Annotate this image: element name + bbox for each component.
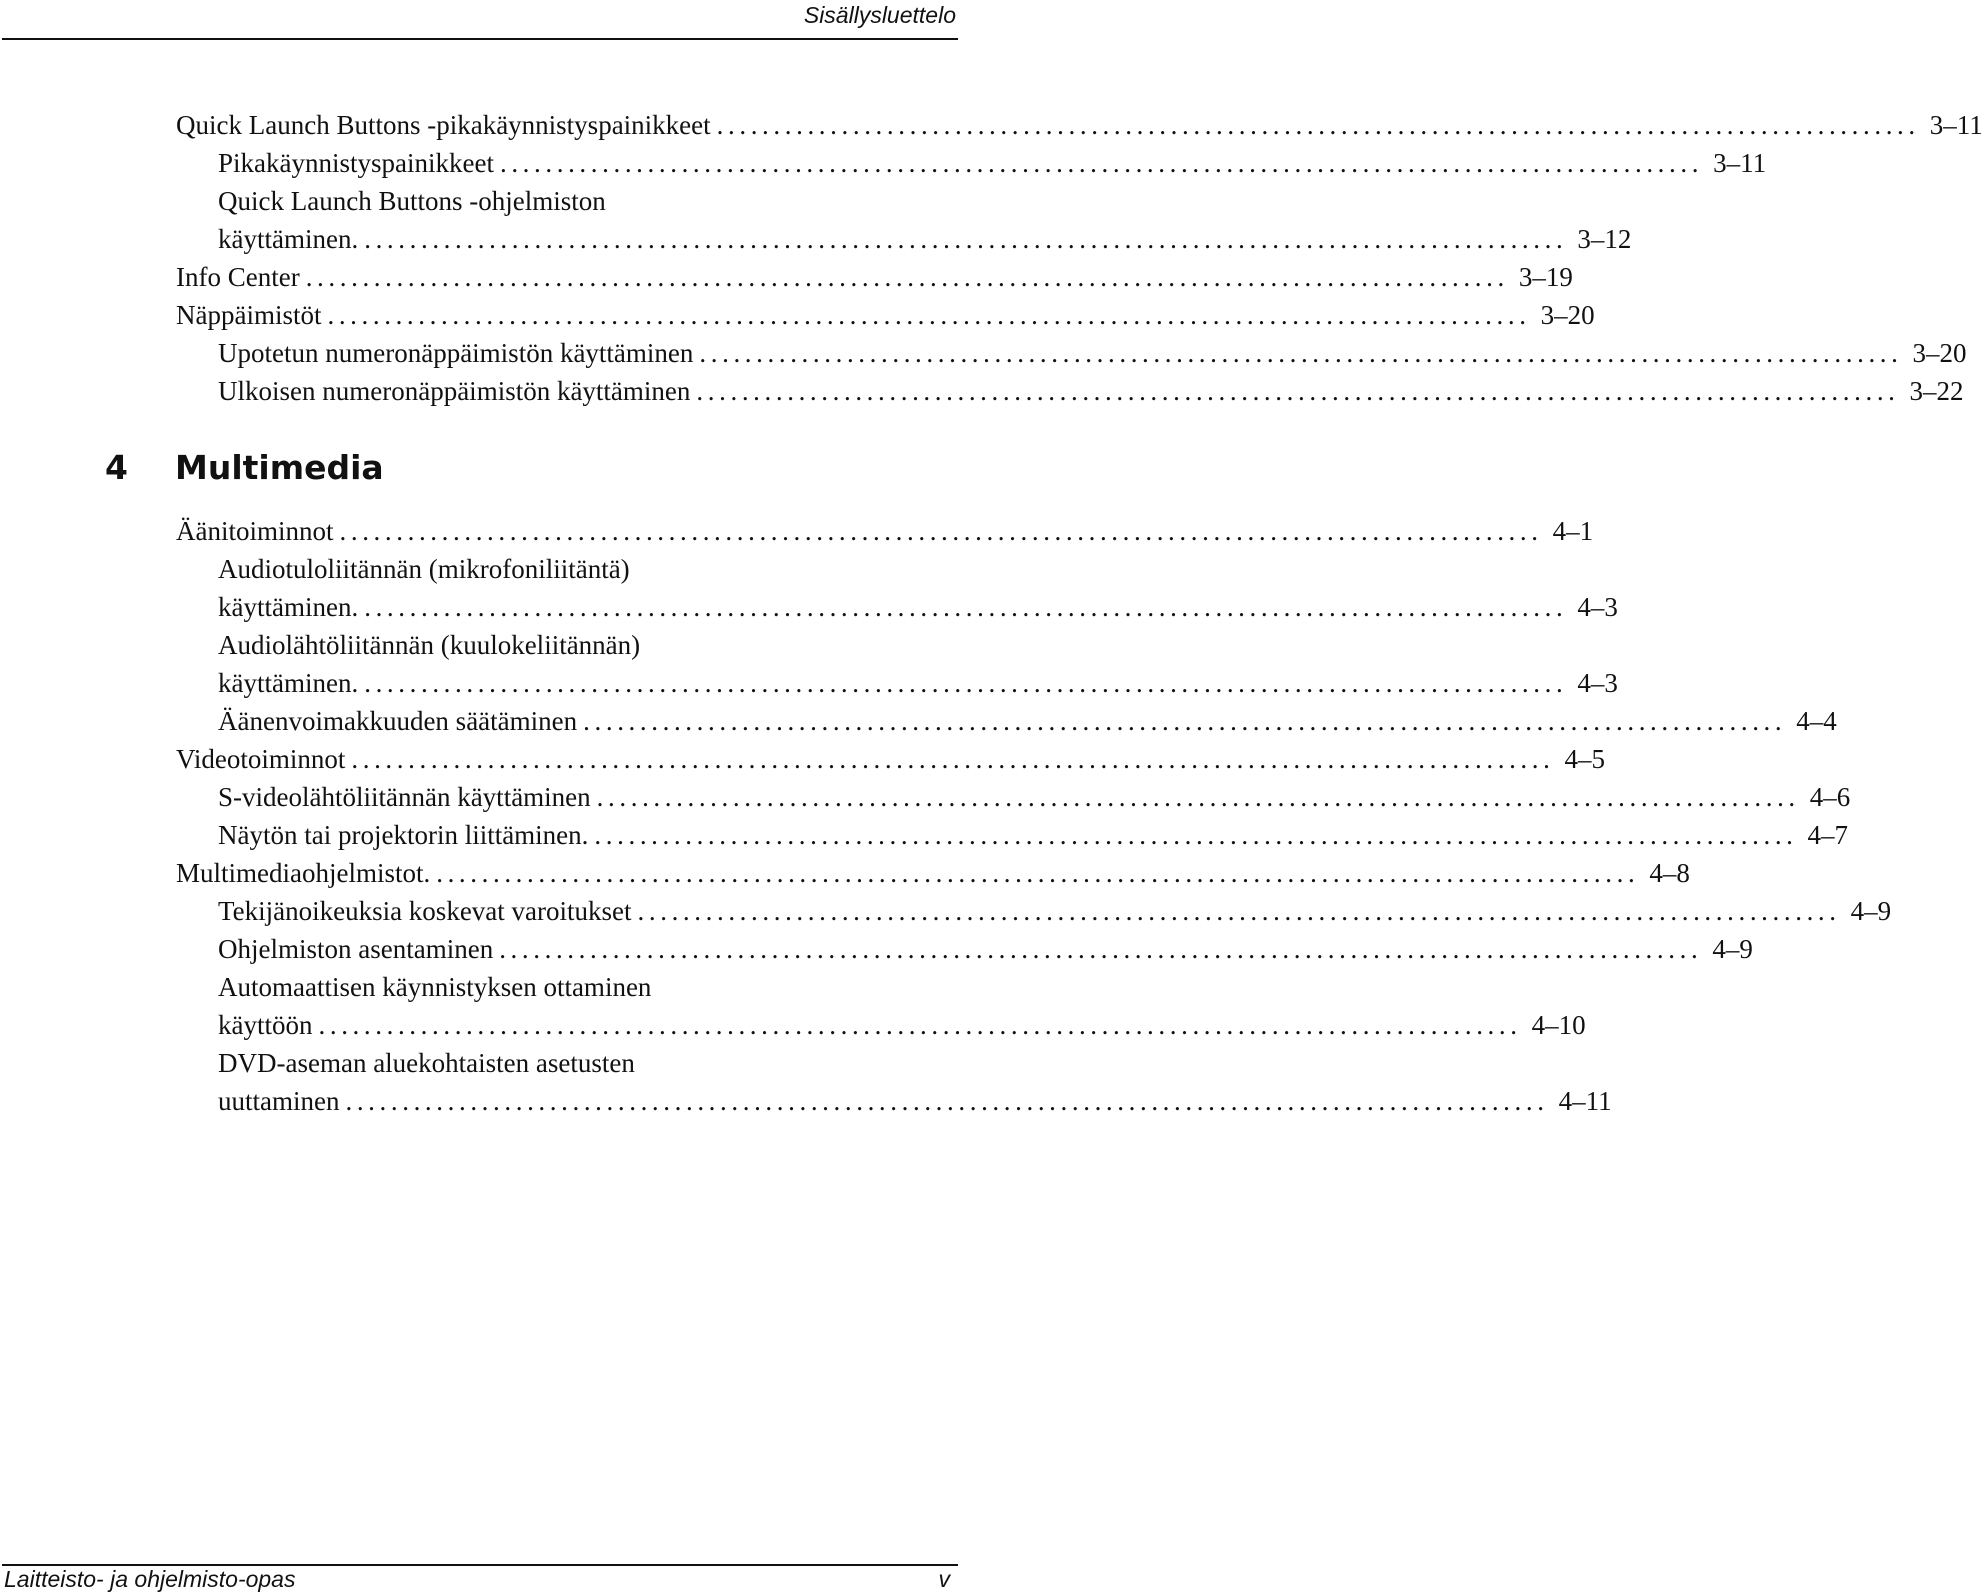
toc-entry-title: Näppäimistöt (176, 300, 322, 330)
toc-entry-title: S-videolähtöliitännän käyttäminen (218, 782, 591, 812)
toc-entry-title: Audiotuloliitännän (mikrofoniliitäntä) (218, 554, 630, 584)
toc-entry-page: 4–6 (1809, 782, 1851, 812)
toc-entry-page: 4–11 (1558, 1086, 1612, 1116)
chapter-title: Multimedia (175, 448, 384, 487)
toc-entry[interactable] (176, 512, 1594, 550)
toc-leader-dots: .......................................................................................................... (594, 820, 1798, 850)
toc-entry-title: Tekijänoikeuksia koskevat varoitukset (218, 896, 632, 926)
toc-leader-dots: .......................................................................................................... (327, 300, 1531, 330)
toc-entry-title: käyttöön (218, 1010, 313, 1040)
toc-entry[interactable] (218, 1082, 1612, 1120)
toc-entry-continued[interactable] (218, 626, 942, 664)
toc-entry[interactable] (218, 372, 1964, 410)
toc-entry-title: käyttäminen. (218, 224, 359, 254)
toc-leader-dots: .......................................................................................................... (351, 744, 1555, 774)
toc-entry-page: 3–22 (1909, 376, 1964, 406)
running-header-title: Sisällysluettelo (803, 2, 956, 28)
toc-leader-dots: .......................................................................................................... (364, 668, 1568, 698)
toc-entry-page: 3–20 (1912, 338, 1967, 368)
toc-leader-dots: .......................................................................................................... (364, 592, 1568, 622)
toc-entry[interactable] (218, 778, 1851, 816)
toc-leader-dots: .......................................................................................................... (699, 338, 1903, 368)
toc-entry-title: Näytön tai projektorin liittäminen. (218, 820, 589, 850)
toc-entry[interactable] (218, 220, 1632, 258)
toc-entry[interactable] (218, 1006, 1586, 1044)
toc-entry-title: Ulkoisen numeronäppäimistön käyttäminen (218, 376, 691, 406)
toc-entry-continued[interactable] (218, 182, 942, 220)
toc-entry-title: Multimediaohjelmistot. (176, 858, 431, 888)
toc-entry-continued[interactable] (218, 968, 942, 1006)
toc-leader-dots: .......................................................................................................... (318, 1010, 1522, 1040)
toc-entry-page: 4–3 (1577, 668, 1618, 698)
toc-entry-page: 4–7 (1807, 820, 1849, 850)
toc-entry-page: 4–8 (1649, 858, 1690, 888)
toc-entry[interactable] (176, 106, 1983, 144)
toc-entry[interactable] (218, 702, 1837, 740)
toc-entry-page: 3–11 (1929, 110, 1983, 140)
toc-entry-title: Äänitoiminnot (176, 516, 334, 546)
toc-entry-title: käyttäminen. (218, 592, 359, 622)
running-footer-title: Laitteisto- ja ohjelmisto-opas (4, 1566, 296, 1592)
toc-entry-title: Upotetun numeronäppäimistön käyttäminen (218, 338, 694, 368)
toc-entry-title: Äänenvoimakkuuden säätäminen (218, 706, 578, 736)
toc-entry-title: uuttaminen (218, 1086, 340, 1116)
toc-entry-title: Audiolähtöliitännän (kuulokeliitännän) (218, 630, 641, 660)
toc-entry-page: 3–11 (1713, 148, 1767, 178)
toc-leader-dots: .......................................................................................................... (436, 858, 1640, 888)
toc-entry-page: 3–19 (1518, 262, 1573, 292)
toc-entry-page: 4–1 (1552, 516, 1594, 546)
toc-entry-continued[interactable] (218, 550, 942, 588)
toc-entry[interactable] (176, 258, 1573, 296)
header-rule (2, 38, 958, 40)
toc-leader-dots: .......................................................................................................... (716, 110, 1920, 140)
toc-leader-dots: .......................................................................................................... (305, 262, 1509, 292)
chapter-heading[interactable] (105, 448, 384, 488)
toc-entry-title: Automaattisen käynnistyksen ottaminen (218, 972, 652, 1002)
toc-leader-dots: .......................................................................................................... (364, 224, 1568, 254)
toc-entry-page: 4–4 (1796, 706, 1837, 736)
toc-entry-title: Quick Launch Buttons -ohjelmiston (218, 186, 606, 216)
toc-entry[interactable] (218, 816, 1849, 854)
toc-entry[interactable] (218, 892, 1892, 930)
toc-leader-dots: .......................................................................................................... (637, 896, 1841, 926)
toc-entry-page: 4–3 (1577, 592, 1618, 622)
toc-leader-dots: .......................................................................................................... (499, 934, 1703, 964)
toc-leader-dots: .......................................................................................................... (583, 706, 1787, 736)
toc-entry-page: 4–9 (1712, 934, 1753, 964)
toc-entry-page: 4–10 (1531, 1010, 1586, 1040)
toc-leader-dots: .......................................................................................................... (339, 516, 1543, 546)
toc-entry[interactable] (218, 588, 1618, 626)
toc-entry-title: Ohjelmiston asentaminen (218, 934, 494, 964)
toc-entry[interactable] (218, 664, 1618, 702)
toc-entry-title: Info Center (176, 262, 300, 292)
toc-entry[interactable] (176, 854, 1690, 892)
toc-entry-page: 3–20 (1540, 300, 1595, 330)
toc-entry[interactable] (176, 296, 1595, 334)
toc-leader-dots: .......................................................................................................... (696, 376, 1900, 406)
toc-entry[interactable] (218, 930, 1753, 968)
toc-leader-dots: .......................................................................................................... (345, 1086, 1549, 1116)
toc-entry-title: Pikakäynnistyspainikkeet (218, 148, 494, 178)
toc-leader-dots: .......................................................................................................... (499, 148, 1704, 178)
toc-entry-title: Videotoiminnot (176, 744, 346, 774)
toc-entry[interactable] (218, 144, 1767, 182)
toc-leader-dots: .......................................................................................................... (596, 782, 1800, 812)
toc-entry-title: Quick Launch Buttons -pikakäynnistyspainikkeet (176, 110, 711, 140)
toc-entry-page: 4–9 (1850, 896, 1892, 926)
page-number: v (938, 1566, 950, 1592)
chapter-number: 4 (105, 448, 128, 487)
toc-entry-continued[interactable] (218, 1044, 942, 1082)
toc-entry-title: DVD-aseman aluekohtaisten asetusten (218, 1048, 635, 1078)
toc-entry-page: 3–12 (1577, 224, 1632, 254)
toc-entry-title: käyttäminen. (218, 668, 359, 698)
toc-entry-page: 4–5 (1564, 744, 1605, 774)
toc-entry[interactable] (218, 334, 1967, 372)
toc-entry[interactable] (176, 740, 1605, 778)
